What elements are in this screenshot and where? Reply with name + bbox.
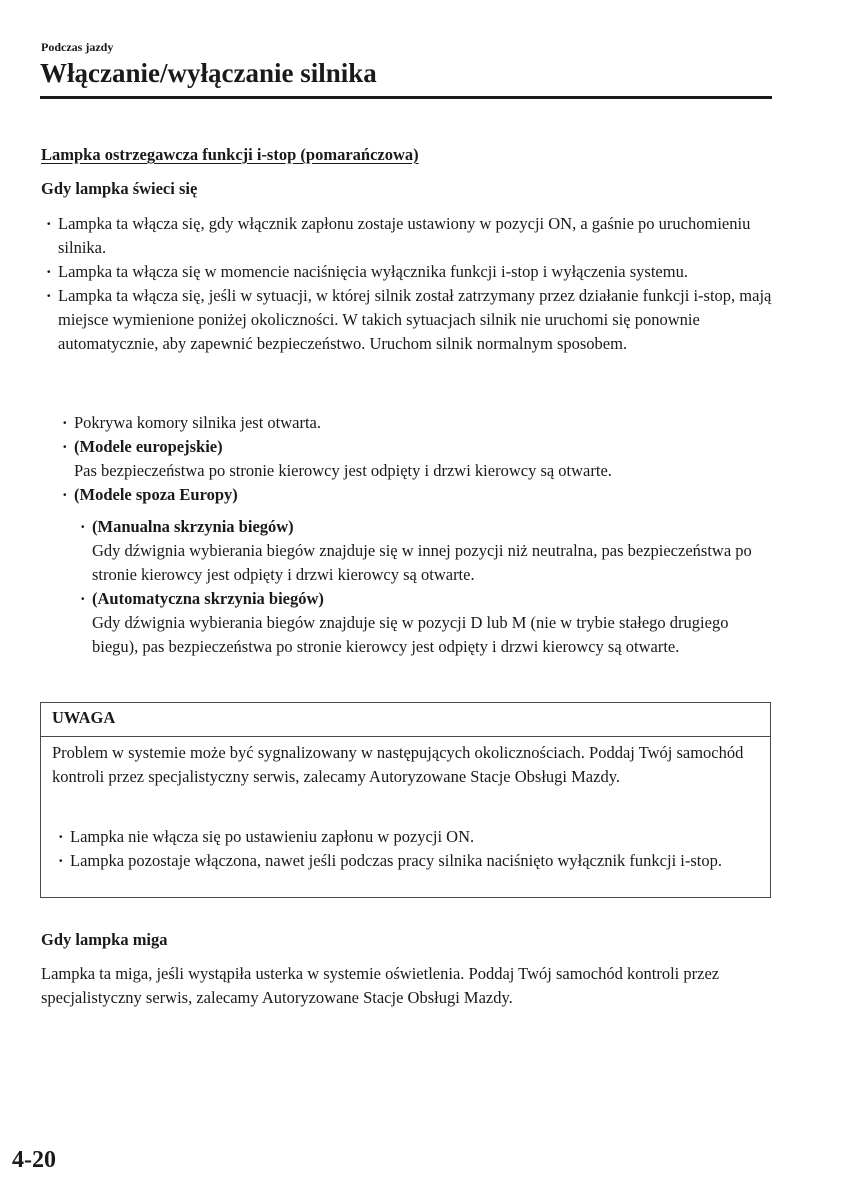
list-item: · Lampka ta włącza się, gdy włącznik zapłonu zostaje ustawiony w pozycji ON, a gaśnie po uruchomieniu silnika. (58, 212, 778, 260)
blinking-text: Lampka ta miga, jeśli wystąpiła usterka w systemie oświetlenia. Poddaj Twój samochód kontroli przez specjalistyczny serwis, zalecamy Autoryzowane Stacje Obsługi Mazdy. (41, 964, 720, 1007)
manual-text: Gdy dźwignia wybierania biegów znajduje się w innej pozycji niż neutralna, pas bezpieczeństwa po stronie kierowcy jest odpięty i drzwi kierowcy są otwarte. (92, 541, 752, 584)
manual-label: · (Manualna skrzynia biegów) (92, 517, 294, 536)
list-item (74, 411, 774, 435)
hood-text: Pokrywa komory silnika jest otwarta. (74, 413, 322, 432)
page-title: Włączanie/wyłączanie silnika (40, 58, 377, 88)
notice-box (40, 702, 771, 898)
notice-bullet-list (70, 825, 760, 873)
transmission-list (92, 515, 772, 659)
list-item: · Lampka ta włącza się, jeśli w sytuacji, w której silnik został zatrzymany przez działanie funkcji i-stop, mają miejsce wymienione poniżej okoliczności. W takich sytuacjach silnik nie uruchomi się ponownie automatycznie, aby zapewnić bezpieczeństwo. Uruchom silnik normalnym sposobem. (58, 284, 778, 356)
blinking-heading: Gdy lampka miga (41, 930, 168, 949)
list-item (92, 515, 772, 587)
list-item: · Lampka ta włącza się w momencie naciśnięcia wyłącznika funkcji i-stop i wyłączenia systemu. (58, 260, 778, 284)
list-item: · Lampka pozostaje włączona, nawet jeśli podczas pracy silnika naciśnięto wyłącznik funkcji i-stop. (70, 849, 760, 873)
section-heading: Lampka ostrzegawcza funkcji i-stop (pomarańczowa) (41, 145, 419, 164)
lit-heading: Gdy lampka świeci się (41, 179, 198, 198)
page-number: 4-20 (12, 1147, 56, 1173)
chapter-label: Podczas jazdy (41, 40, 114, 54)
list-item (92, 587, 772, 659)
title-divider (40, 96, 772, 99)
list-item: · Lampka nie włącza się po ustawieniu zapłonu w pozycji ON. (70, 825, 760, 849)
eu-models-text: Pas bezpieczeństwa po stronie kierowcy jest odpięty i drzwi kierowcy są otwarte. (74, 461, 612, 480)
auto-label: · (Automatyczna skrzynia biegów) (92, 589, 324, 608)
notice-label: UWAGA (41, 703, 770, 737)
list-item (74, 483, 774, 507)
list-item (74, 435, 774, 483)
notice-text: Problem w systemie może być sygnalizowany w następujących okolicznościach. Poddaj Twój samochód kontroli przez specjalistyczny serwis, zalecamy Autoryzowane Stacje Obsługi Mazdy. (52, 743, 744, 786)
non-eu-models-label: · (Modele spoza Europy) (74, 485, 238, 504)
auto-text: Gdy dźwignia wybierania biegów znajduje się w pozycji D lub M (nie w trybie stałego drugiego biegu), pas bezpieczeństwa po stronie kierowcy jest odpięty i drzwi kierowcy są otwarte. (92, 613, 729, 656)
lit-bullet-list (58, 212, 778, 356)
condition-list (74, 411, 774, 507)
eu-models-label: · (Modele europejskie) (74, 437, 223, 456)
